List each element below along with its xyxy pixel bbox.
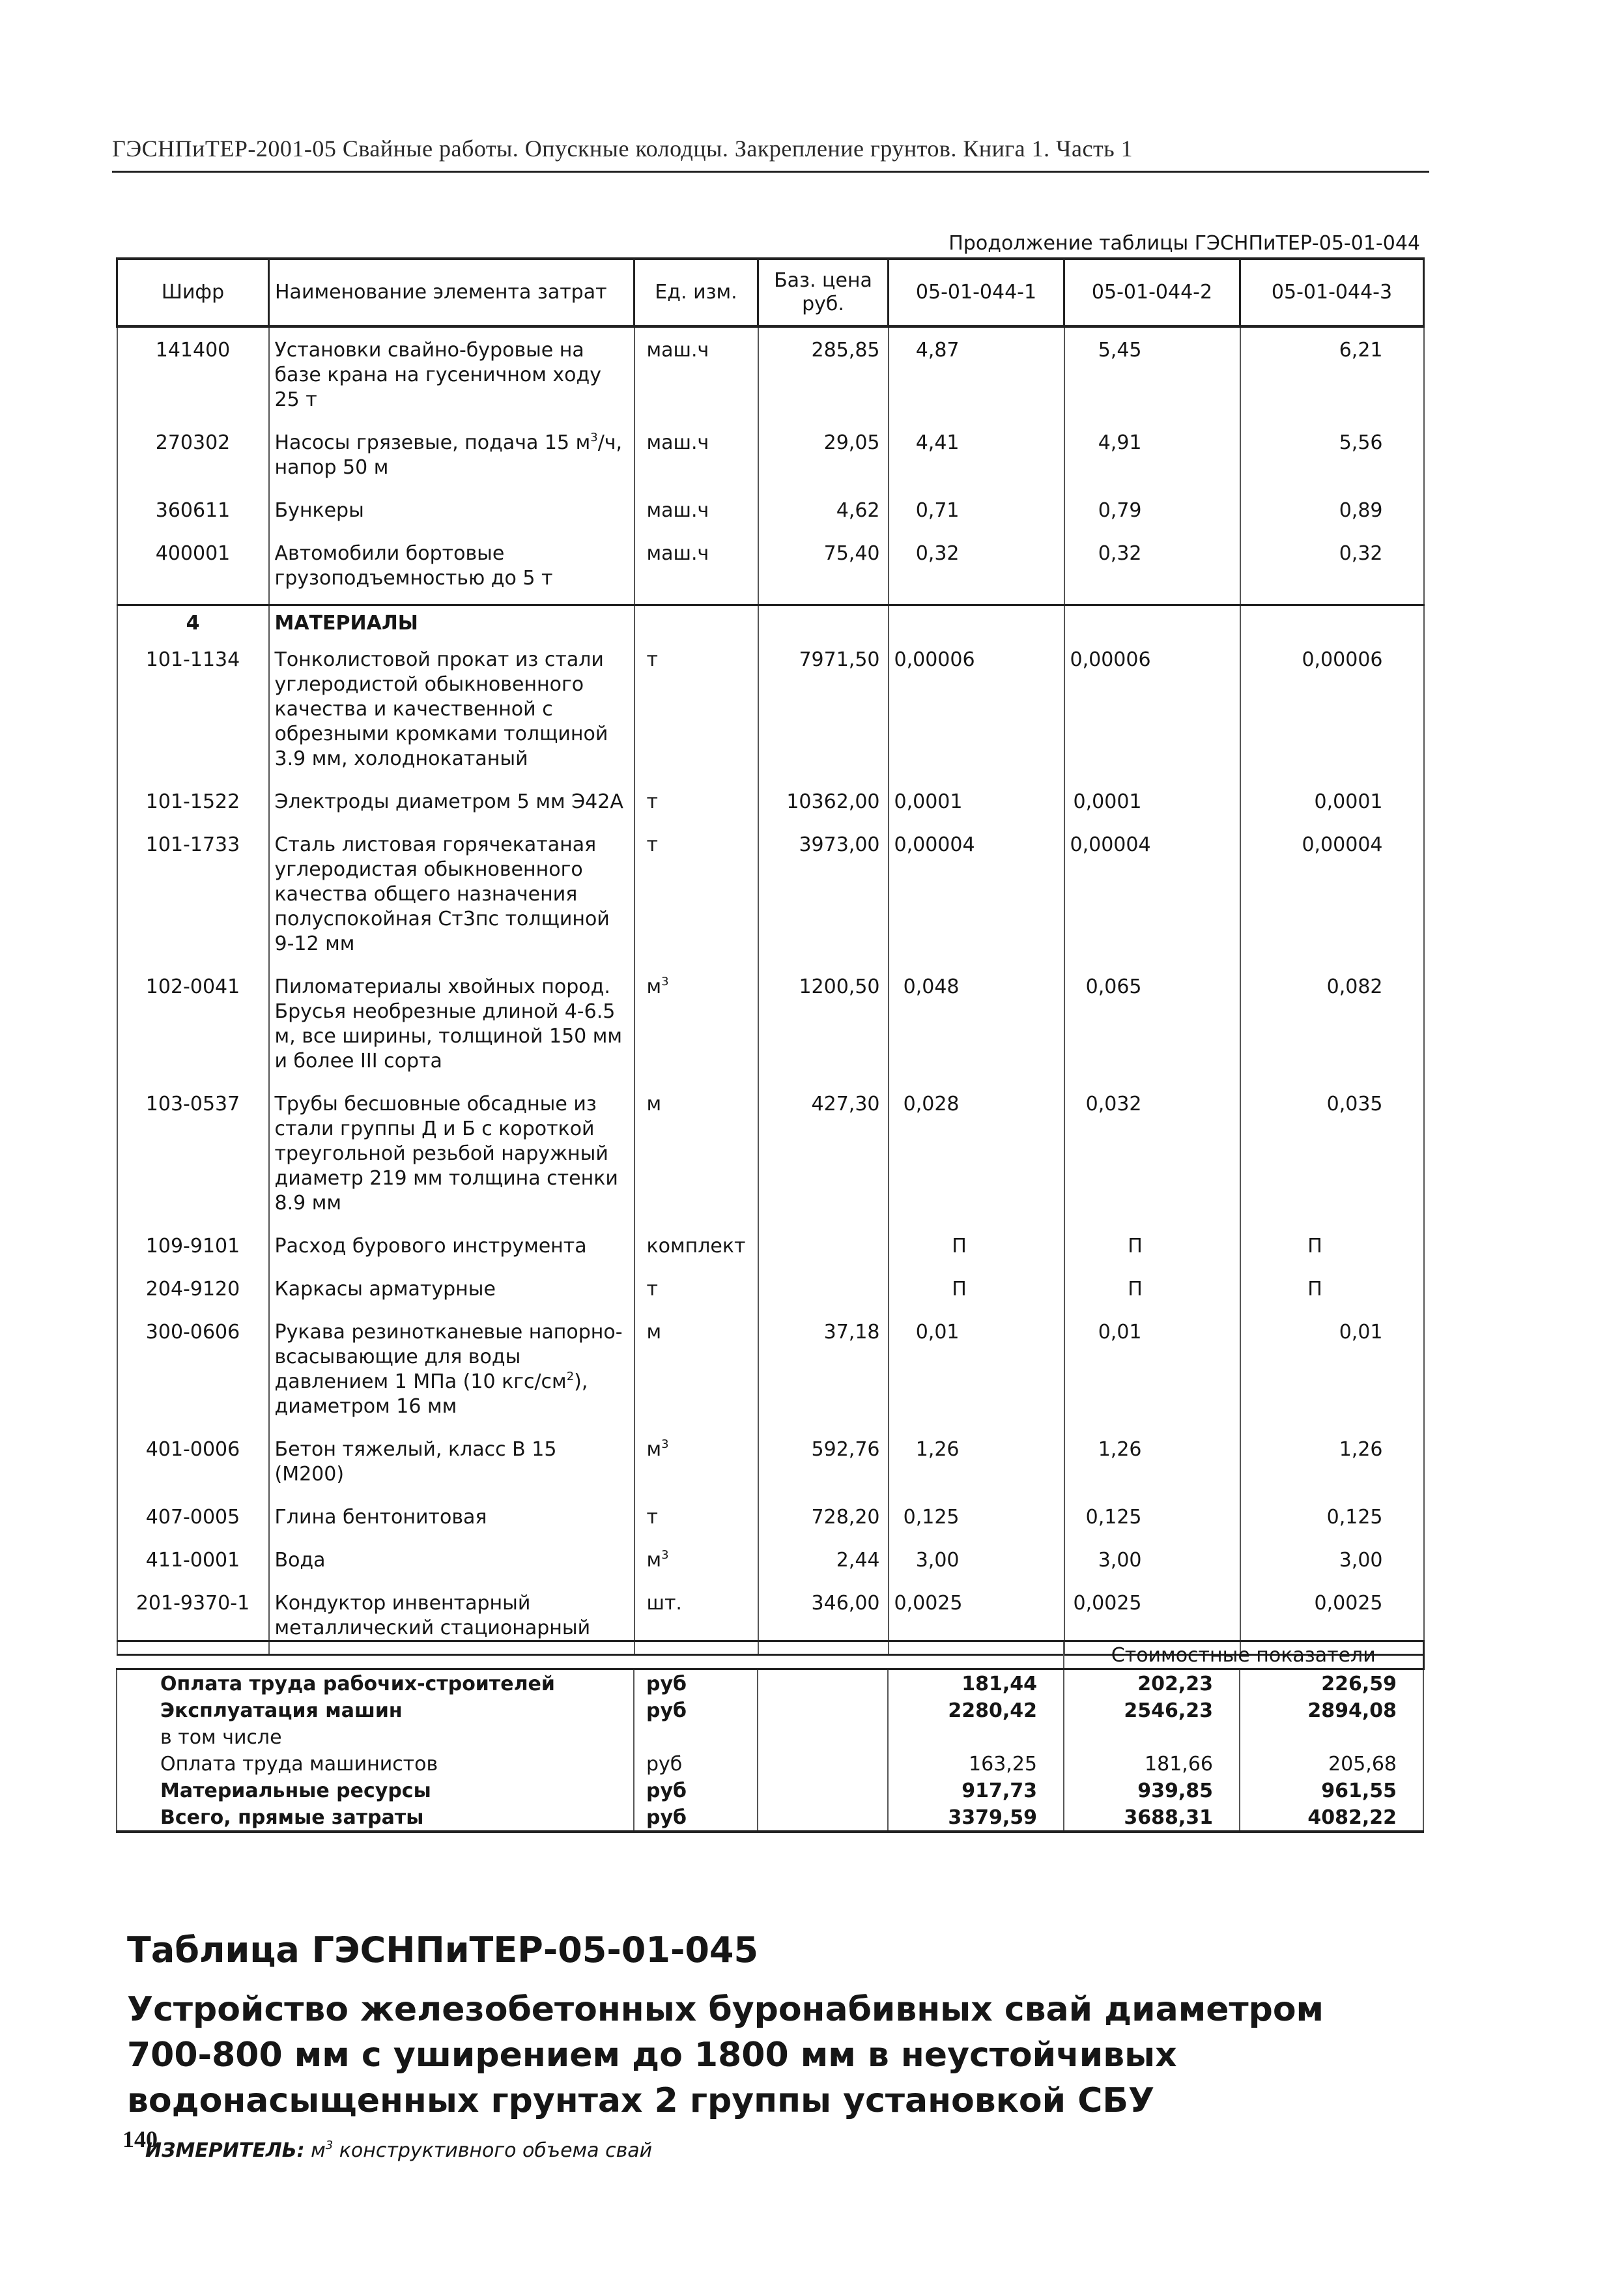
row-value-3: 0,125 [1240,1500,1424,1543]
row-price: 75,40 [758,536,889,605]
row-unit: $м^3$ [634,1543,758,1586]
row-code: 270302 [117,425,269,493]
summary-value-2: 181,66 [1064,1750,1240,1777]
row-value-1: 0,32 [889,536,1064,605]
row-price [758,1229,889,1272]
section-row [117,605,1424,643]
row-price: 7971,50 [758,642,889,785]
summary-unit: руб [634,1804,758,1832]
header-col3: 05-01-044-3 [1240,259,1424,326]
page-number: 140 [122,2126,158,2152]
row-code: 201-9370-1 [117,1586,269,1655]
row-name: Тонколистовой прокат из стали углеродистой обыкновенного качества и качественной с обрезными кромками толщиной 3.9 мм, холоднокатаный [269,642,634,785]
row-value-2: 1,26 [1064,1432,1240,1500]
row-value-3: 0,01 [1240,1315,1424,1432]
table-row [117,1087,1424,1229]
row-name: Насосы грязевые, подача 15 $м^3/ч$, напор 50 м [269,425,634,493]
row-value-1: 0,048 [889,970,1064,1087]
summary-value-2: 202,23 [1064,1669,1240,1697]
section-code: 4 [117,605,269,643]
next-table-description-line: Устройство железобетонных буронабивных свай диаметром [127,1990,1324,2029]
row-unit: т [634,642,758,785]
row-price: 592,76 [758,1432,889,1500]
row-code: 102-0041 [117,970,269,1087]
summary-caption-row [117,1641,1423,1669]
summary-value-1: 3379,59 [888,1804,1064,1832]
row-price: 29,05 [758,425,889,493]
summary-value-1 [888,1723,1064,1750]
cost-summary-table [116,1640,1425,1833]
row-value-3: 0,89 [1240,493,1424,536]
row-value-3: 0,035 [1240,1087,1424,1229]
row-price: 10362,00 [758,785,889,828]
summary-unit: руб [634,1669,758,1697]
row-value-1: 1,26 [889,1432,1064,1500]
summary-row [117,1777,1423,1804]
row-price: 2,44 [758,1543,889,1586]
row-name: Глина бентонитовая [269,1500,634,1543]
row-unit: т [634,785,758,828]
row-value-1: 0,01 [889,1315,1064,1432]
row-value-1: 0,00006 [889,642,1064,785]
summary-value-3: 226,59 [1240,1669,1423,1697]
row-value-2: 0,125 [1064,1500,1240,1543]
row-code: 300-0606 [117,1315,269,1432]
row-unit: маш.ч [634,326,758,425]
row-unit: т [634,828,758,970]
summary-value-3 [1240,1723,1423,1750]
row-value-3: 1,26 [1240,1432,1424,1500]
summary-value-3: 2894,08 [1240,1697,1423,1723]
row-value-2: 3,00 [1064,1543,1240,1586]
row-name: Автомобили бортовые грузоподъемностью до 5 т [269,536,634,605]
row-price [758,1272,889,1315]
row-value-3: 0,32 [1240,536,1424,605]
summary-label: Оплата труда машинистов [117,1750,634,1777]
row-price: 4,62 [758,493,889,536]
summary-unit [634,1723,758,1750]
table-row [117,1272,1424,1315]
row-value-1: 0,71 [889,493,1064,536]
row-value-2: 0,00006 [1064,642,1240,785]
row-unit: т [634,1272,758,1315]
row-unit: м [634,1315,758,1432]
row-unit: $м^3$ [634,1432,758,1500]
table-row [117,1315,1424,1432]
table-row [117,326,1424,425]
summary-label: в том числе [117,1723,634,1750]
row-unit: маш.ч [634,536,758,605]
row-value-2: 0,01 [1064,1315,1240,1432]
measure-unit-sup: 3 [325,2139,334,2152]
summary-value-3: 961,55 [1240,1777,1423,1804]
next-table-description-line: водонасыщенных грунтах 2 группы установкой СБУ [127,2081,1155,2120]
row-price: 427,30 [758,1087,889,1229]
row-value-1: 3,00 [889,1543,1064,1586]
table-row [117,493,1424,536]
row-unit: м [634,1087,758,1229]
row-unit: т [634,1500,758,1543]
summary-caption: Стоимостные показатели [1064,1641,1423,1669]
summary-unit: руб [634,1777,758,1804]
summary-value-1: 163,25 [888,1750,1064,1777]
row-name: Расход бурового инструмента [269,1229,634,1272]
summary-row [117,1697,1423,1723]
continuation-caption: Продолжение таблицы ГЭСНПиТЕР-05-01-044 [948,232,1420,255]
row-price: 3973,00 [758,828,889,970]
row-name: Каркасы арматурные [269,1272,634,1315]
row-value-2: 0,032 [1064,1087,1240,1229]
measure-line [127,2138,1430,2164]
header-code: Шифр [117,259,269,326]
row-price: 728,20 [758,1500,889,1543]
row-value-3: 0,082 [1240,970,1424,1087]
row-value-2: П [1064,1272,1240,1315]
row-code: 360611 [117,493,269,536]
row-value-2: 0,065 [1064,970,1240,1087]
row-name: Пиломатериалы хвойных пород. Брусья необрезные длиной 4-6.5 м, все ширины, толщиной 150 мм и более III сорта [269,970,634,1087]
row-price: 285,85 [758,326,889,425]
row-value-2: 5,45 [1064,326,1240,425]
row-name: Сталь листовая горячекатаная углеродистая обыкновенного качества общего назначения полуспокойная Ст3пс толщиной 9-12 мм [269,828,634,970]
table-row [117,536,1424,605]
row-value-3: П [1240,1229,1424,1272]
row-value-1: П [889,1229,1064,1272]
row-code: 401-0006 [117,1432,269,1500]
row-value-2: 4,91 [1064,425,1240,493]
summary-value-2: 2546,23 [1064,1697,1240,1723]
row-name: Бетон тяжелый, класс В 15 (М200) [269,1432,634,1500]
table-row [117,785,1424,828]
header-col2: 05-01-044-2 [1064,259,1240,326]
row-name: Электроды диаметром 5 мм Э42А [269,785,634,828]
row-code: 101-1522 [117,785,269,828]
header-name: Наименование элемента затрат [269,259,634,326]
table-row [117,1432,1424,1500]
row-value-1: П [889,1272,1064,1315]
row-code: 101-1733 [117,828,269,970]
summary-value-1: 181,44 [888,1669,1064,1697]
table-row [117,642,1424,785]
row-value-3: 0,00006 [1240,642,1424,785]
running-head: ГЭСНПиТЕР-2001-05 Свайные работы. Опускные колодцы. Закрепление грунтов. Книга 1. Часть 1 [112,136,1133,162]
row-code: 103-0537 [117,1087,269,1229]
row-code: 400001 [117,536,269,605]
summary-value-2 [1064,1723,1240,1750]
measure-unit: м [311,2139,326,2162]
summary-label: Оплата труда рабочих-строителей [117,1669,634,1697]
table-row [117,1500,1424,1543]
row-value-1: 0,0025 [889,1586,1064,1655]
summary-unit: руб [634,1750,758,1777]
row-value-2: 0,00004 [1064,828,1240,970]
row-name: Бункеры [269,493,634,536]
row-name: Установки свайно-буровые на базе крана на гусеничном ходу 25 т [269,326,634,425]
row-value-2: 0,0025 [1064,1586,1240,1655]
row-name: Трубы бесшовные обсадные из стали группы Д и Б с короткой треугольной резьбой наружный диаметр 219 мм толщина стенки 8.9 мм [269,1087,634,1229]
row-code: 109-9101 [117,1229,269,1272]
summary-label: Эксплуатация машин [117,1697,634,1723]
row-value-2: 0,32 [1064,536,1240,605]
row-unit: комплект [634,1229,758,1272]
row-name: Кондуктор инвентарный металлический стационарный [269,1586,634,1655]
row-unit: $м^3$ [634,970,758,1087]
row-price: 1200,50 [758,970,889,1087]
next-table-title-block [127,1924,1430,2164]
summary-row [117,1723,1423,1750]
summary-row [117,1750,1423,1777]
row-value-3: 5,56 [1240,425,1424,493]
summary-value-2: 3688,31 [1064,1804,1240,1832]
summary-label: Материальные ресурсы [117,1777,634,1804]
row-value-3: П [1240,1272,1424,1315]
row-name: Вода [269,1543,634,1586]
row-value-2: 0,79 [1064,493,1240,536]
summary-value-3: 205,68 [1240,1750,1423,1777]
row-value-1: 0,125 [889,1500,1064,1543]
row-value-3: 0,00004 [1240,828,1424,970]
row-code: 101-1134 [117,642,269,785]
summary-value-3: 4082,22 [1240,1804,1423,1832]
header-rule [112,171,1429,173]
section-name: МАТЕРИАЛЫ [269,605,634,643]
row-value-2: 0,0001 [1064,785,1240,828]
header-col1: 05-01-044-1 [889,259,1064,326]
row-code: 407-0005 [117,1500,269,1543]
table-row [117,970,1424,1087]
measure-label: ИЗМЕРИТЕЛЬ: [145,2139,305,2162]
table-row [117,1229,1424,1272]
row-price: 346,00 [758,1586,889,1655]
summary-unit: руб [634,1697,758,1723]
table-header-row [117,259,1424,326]
summary-label: Всего, прямые затраты [117,1804,634,1832]
row-value-1: 0,00004 [889,828,1064,970]
header-unit: Ед. изм. [634,259,758,326]
row-unit: маш.ч [634,425,758,493]
row-code: 204-9120 [117,1272,269,1315]
row-value-1: 4,41 [889,425,1064,493]
row-price: 37,18 [758,1315,889,1432]
row-code: 411-0001 [117,1543,269,1586]
table-row [117,1543,1424,1586]
header-price: Баз. цена руб. [758,259,889,326]
row-code: 141400 [117,326,269,425]
row-value-3: 3,00 [1240,1543,1424,1586]
row-unit: маш.ч [634,493,758,536]
summary-value-2: 939,85 [1064,1777,1240,1804]
row-name: Рукава резинотканевые напорно-всасывающие для воды давлением 1 МПа (10 кгс/$см^2$), диаметром 16 мм [269,1315,634,1432]
row-value-1: 4,87 [889,326,1064,425]
table-row [117,425,1424,493]
summary-value-1: 2280,42 [888,1697,1064,1723]
summary-row [117,1669,1423,1697]
table-row [117,828,1424,970]
row-unit: шт. [634,1586,758,1655]
next-table-description-line: 700-800 мм с уширением до 1800 мм в неустойчивых [127,2036,1177,2075]
row-value-1: 0,0001 [889,785,1064,828]
row-value-2: П [1064,1229,1240,1272]
summary-value-1: 917,73 [888,1777,1064,1804]
row-value-3: 0,0025 [1240,1586,1424,1655]
summary-row [117,1804,1423,1832]
row-value-1: 0,028 [889,1087,1064,1229]
next-table-number: Таблица ГЭСНПиТЕР-05-01-045 [127,1929,759,1970]
row-value-3: 0,0001 [1240,785,1424,828]
resource-table [116,257,1425,1656]
measure-text: конструктивного объема свай [333,2139,653,2162]
row-value-3: 6,21 [1240,326,1424,425]
